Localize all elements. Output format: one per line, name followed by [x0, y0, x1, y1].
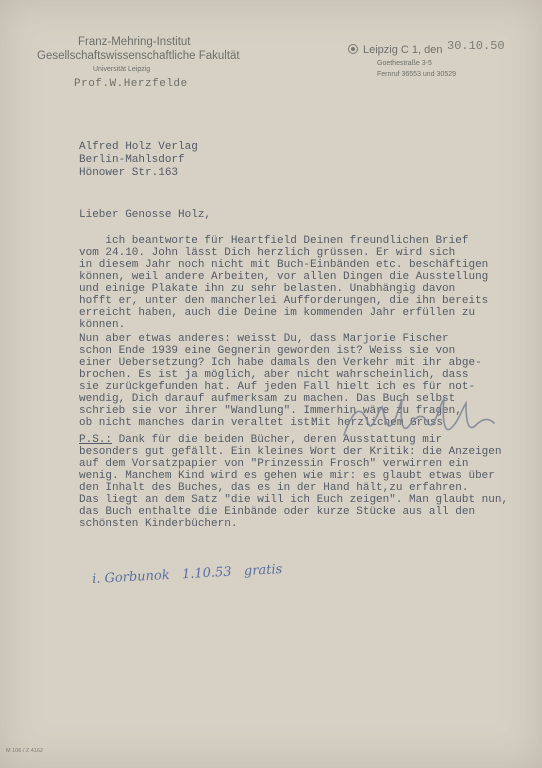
body-line: das Buch enthalte die Einbände oder kurze Stücke aus all den: [79, 506, 476, 518]
contact-city: Leipzig C 1, den: [363, 44, 443, 56]
body-line: einer Uebersetzung? Ich habe damals den Verkehr mit ihr abge-: [79, 357, 482, 369]
archive-number: M 106 / Z 4162: [6, 748, 43, 754]
body-line: können, weil andere Arbeiten, vor allen Dingen die Ausstellung: [79, 271, 489, 283]
recipient-line: Berlin-Mahlsdorf: [79, 154, 185, 166]
body-line: hofft er, unter den mancherlei Aufforderungen, die ihn bereits: [79, 295, 489, 307]
body-line: wendig, Dich darauf aufmerksam zu machen. Das Buch selbst: [79, 393, 456, 405]
contact-phone: Fernruf 36553 und 30529: [377, 71, 457, 78]
recipient-line: Alfred Holz Verlag: [79, 141, 198, 153]
body-line: auf dem Vorsatzpapier von "Prinzessin Frosch" verwirren ein: [79, 458, 469, 470]
letterhead-faculty: Gesellschaftswissenschaftliche Fakultät: [37, 50, 240, 62]
postscript: [79, 434, 508, 530]
body-line: ich beantworte für Heartfield Deinen freundlichen Brief: [79, 235, 469, 247]
body-line: Das liegt an dem Satz "die will ich Euch zeigen". Man glaubt nun,: [79, 494, 509, 506]
location-pin-icon: [348, 44, 358, 54]
letterhead-professor: Prof.W.Herzfelde: [74, 78, 188, 90]
body-line: vom 24.10. John lässt Dich herzlich grüssen. Er wird sich: [79, 247, 456, 259]
body-line: und einige Plakate ihn zu sehr belasten. Unabhängig davon: [79, 283, 456, 295]
body-line: schon Ende 1939 eine Gegnerin geworden ist? Weiss sie von: [79, 345, 456, 357]
body-line: Nun aber etwas anderes: weisst Du, dass Marjorie Fischer: [79, 333, 449, 345]
body-line: brochen. Es ist ja möglich, aber nicht wahrscheinlich, dass: [79, 369, 469, 381]
contact-street: Goethestraße 3-5: [377, 60, 432, 67]
body-line: erreicht haben, auch die Deine im kommenden Jahr erfüllen zu: [79, 307, 476, 319]
postscript-label: P.S.:: [79, 434, 113, 446]
body-line: schönsten Kinderbüchern.: [79, 518, 238, 530]
body-line: schrieb sie vor ihrer "Wandlung". Immerhin wäre zu fragen,: [79, 405, 462, 417]
salutation: Lieber Genosse Holz,: [79, 209, 212, 221]
letterhead-university: Universität Leipzig: [93, 66, 151, 73]
recipient-address: [79, 141, 198, 180]
body-line: wenig. Manchem Kind wird es gehen wie mir: es glaubt etwas über: [79, 470, 495, 482]
paragraph-1: [79, 235, 488, 331]
body-line: sie zurückgefunden hat. Auf jeden Fall hielt ich es für not-: [79, 381, 476, 393]
body-line: besonders gut gefällt. Ein kleines Wort der Kritik: die Anzeigen: [79, 446, 502, 458]
recipient-line: Hönower Str.163: [79, 167, 179, 179]
body-line: ob nicht manches darin veraltet ist.: [79, 417, 317, 429]
body-line: in diesem Jahr noch nicht mit Buch-Einbänden etc. beschäftigen: [79, 259, 489, 271]
letter-date: 30.10.50: [447, 39, 505, 53]
body-line: Dank für die beiden Bücher, deren Ausstattung mir: [112, 434, 443, 446]
closing: Mit herzlichem Gruss: [311, 417, 444, 429]
postscript-first-line: [79, 434, 508, 446]
body-line: den Inhalt des Buches, das es in der Hand hält,zu erfahren.: [79, 482, 469, 494]
body-line: können.: [79, 319, 126, 331]
letterhead-institute: Franz-Mehring-Institut: [78, 36, 191, 48]
handwritten-annotation: i. Gorbunok 1.10.53 gratis: [91, 562, 283, 587]
